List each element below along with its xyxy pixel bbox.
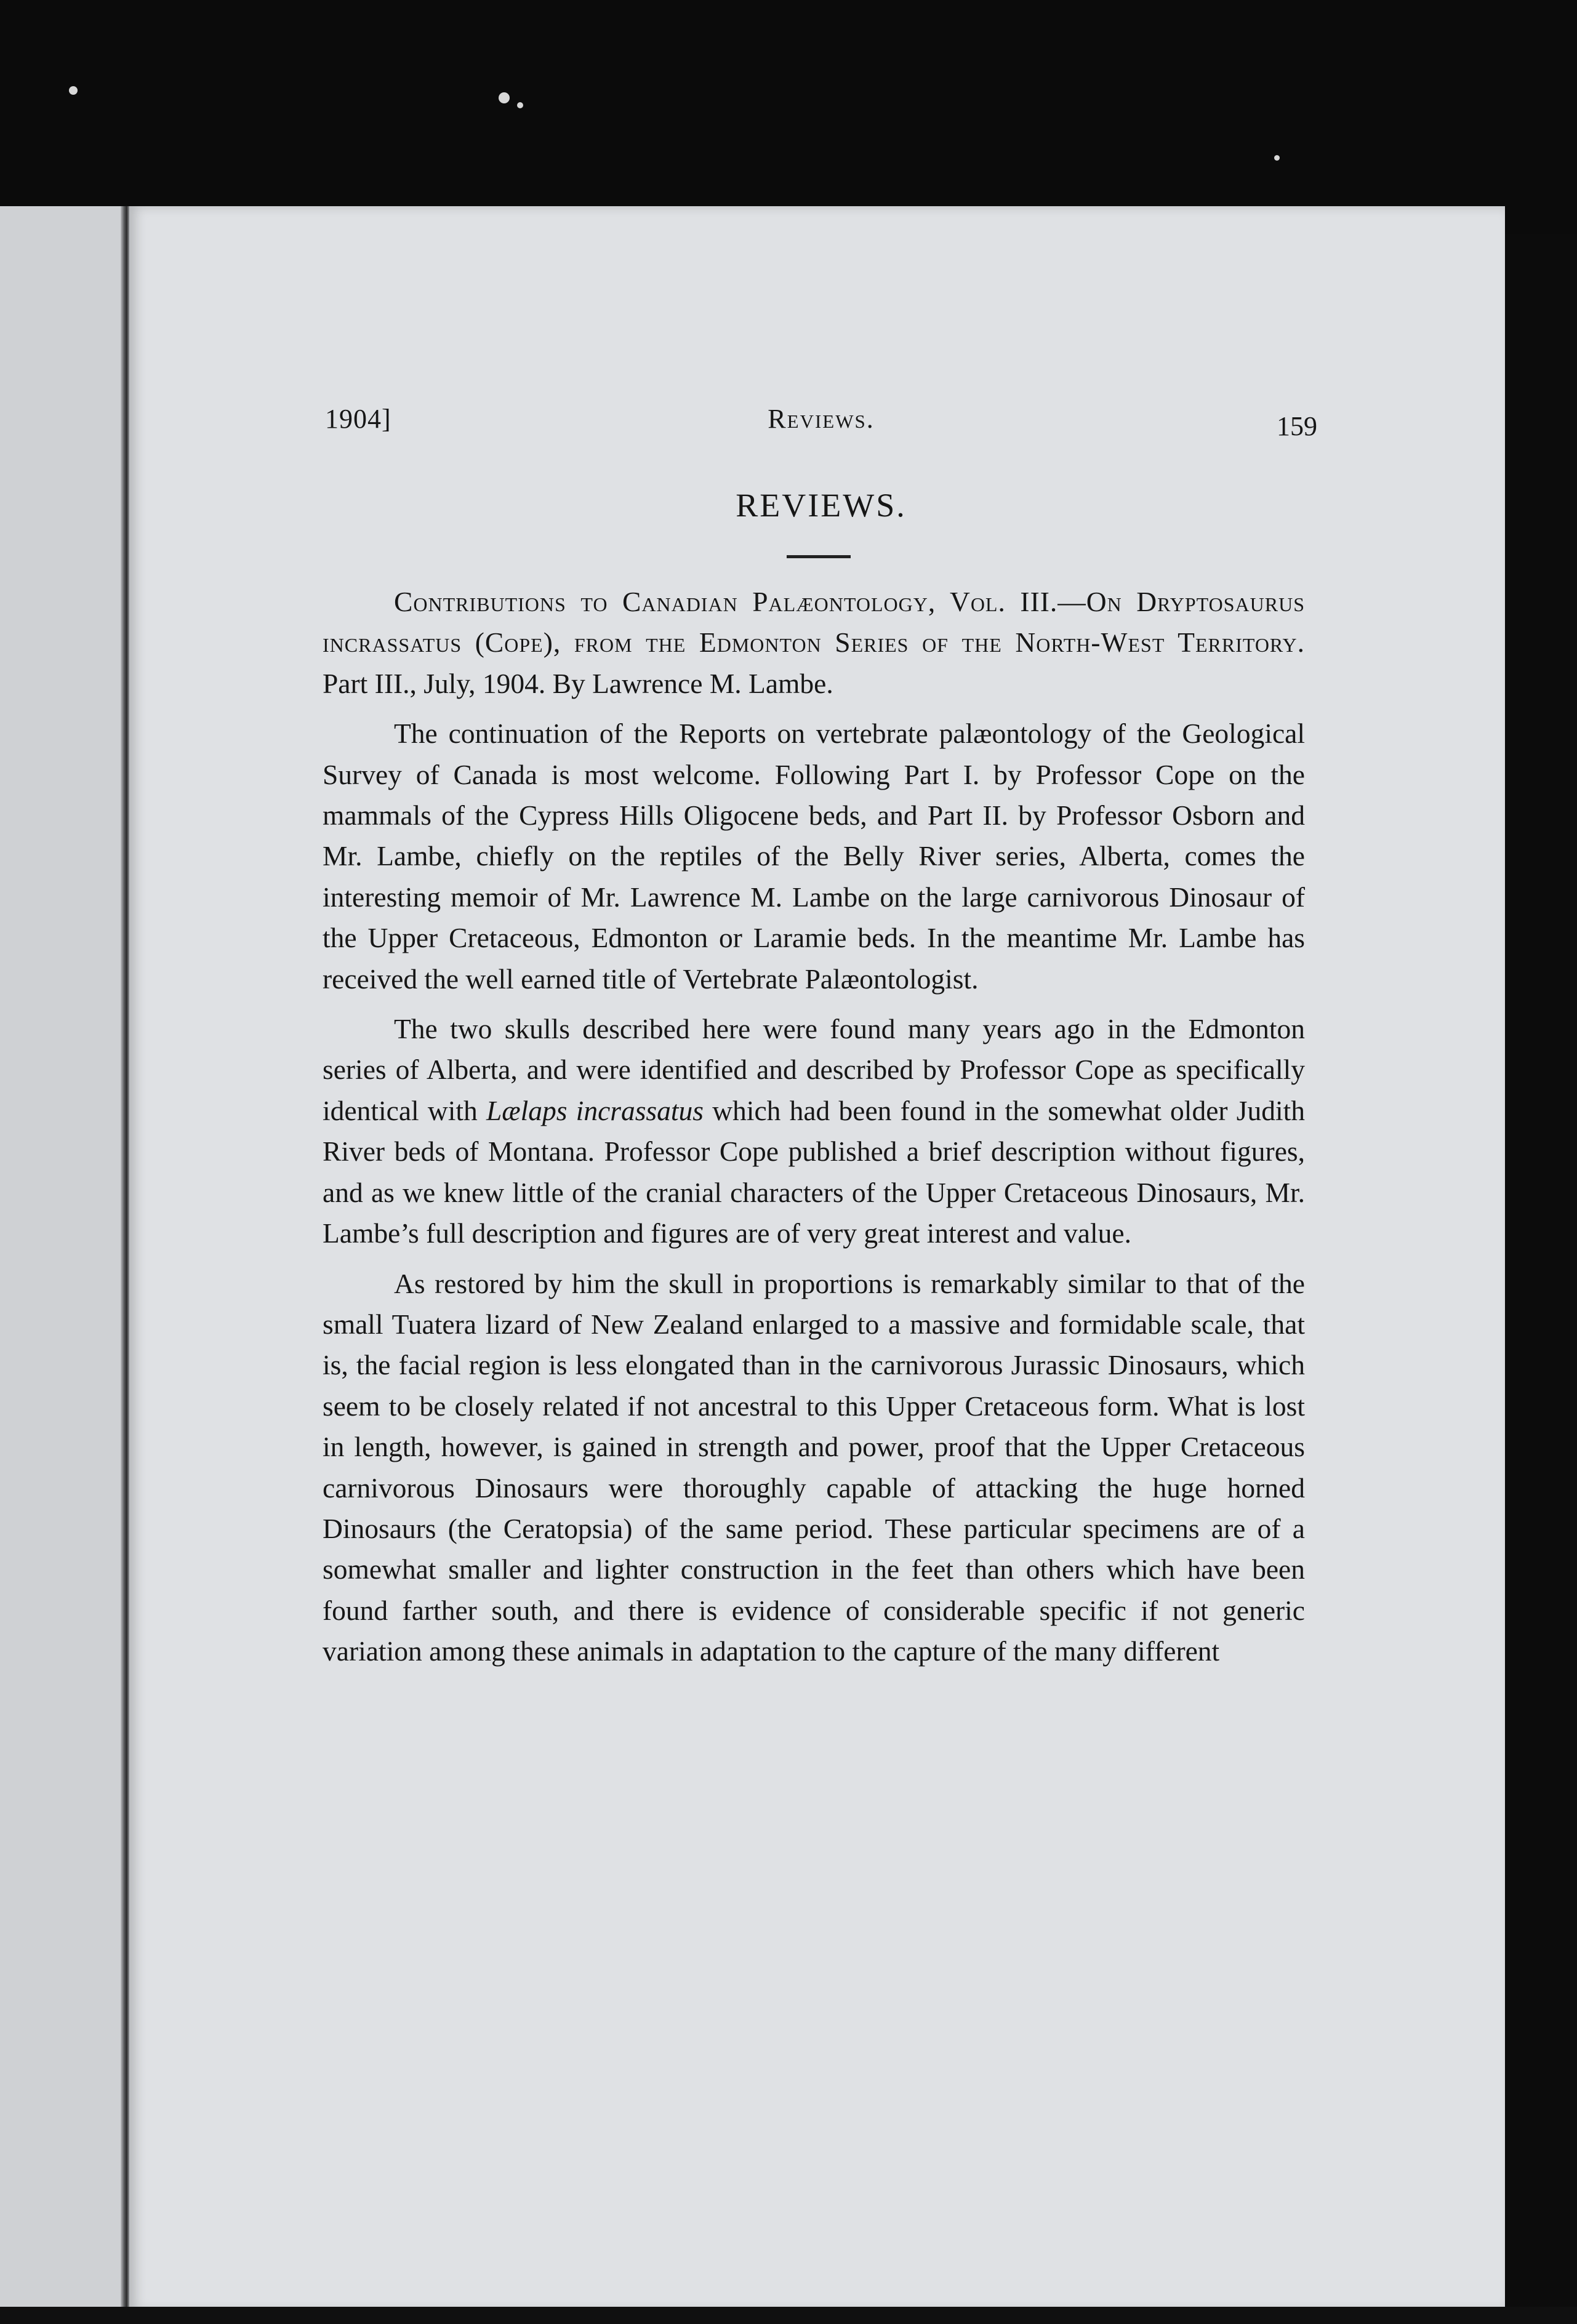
paragraph-two [323,1009,1305,1254]
citation-title: Contributions to Canadian Palæontology, Vol. III.—On Dryptosaurus incrassatus (Cope), from the Edmonton Series of the North-West Territory. [323,586,1305,659]
review-citation [323,582,1305,704]
dust-speck [1274,155,1280,161]
dark-border-bottom [0,2307,1577,2324]
paragraph-two-text: The two skulls described here were found many years ago in the Edmonton series of Alberta, and were identified and described by Professor Cope as specifically identical with [323,1013,1305,1126]
dust-speck [517,102,523,108]
heading-rule [787,555,851,558]
taxon-name: Lælaps incrassatus [486,1094,704,1126]
citation-details: Part III., July, 1904. By Lawrence M. Lambe. [323,667,833,699]
paragraph-three: As restored by him the skull in proportions is remarkably similar to that of the small Tuatera lizard of New Zealand enlarged to a massive and formidable scale, that is, the facial region is less elongated than in the carnivorous Jurassic Dinosaurs, which seem to be closely related if not ancestral to this Upper Cretaceous form. What is lost in length, however, is gained in strength and power, proof that the Upper Cretaceous carnivorous Dinosaurs were thoroughly capable of attacking the huge horned Dinosaurs (the Ceratopsia) of the same period. These particular specimens are of a somewhat smaller and lighter construction in the feet than others which have been found farther south, and there is evidence of considerable specific if not generic variation among these animals in adaptation to the capture of the many different [323,1267,1305,1667]
dust-speck [69,86,78,95]
running-head-year: 1904] [325,404,391,434]
section-heading: REVIEWS. [736,487,907,524]
paragraph-two-text-cont: which had been found in the somewhat older Judith River beds of Montana. Professor Cope published a brief description without figures, and as we knew little of the cranial characters of the Upper Cretaceous Dinosaurs, Mr. Lambe’s full description and figures are of very great interest and value. [323,1094,1305,1249]
dust-speck [499,92,510,103]
facing-page-edge [0,206,130,2311]
running-head [325,403,1317,452]
running-head-section: Reviews. [768,404,875,434]
article-body [323,582,1305,1681]
page-number: 159 [1277,411,1317,441]
dark-border [1505,234,1577,2324]
book-gutter [121,206,129,2311]
paragraph-one: The continuation of the Reports on vertebrate palæontology of the Geological Survey of Canada is most welcome. Following Part I. by Professor Cope on the mammals of the Cypress Hills Oligocene beds, and Part II. by Professor Osborn and Mr. Lambe, chiefly on the reptiles of the Belly River series, Alberta, comes the interesting memoir of Mr. Lawrence M. Lambe on the large carnivorous Dinosaur of the Upper Cretaceous, Edmonton or Laramie beds. In the meantime Mr. Lambe has received the well earned title of Vertebrate Palæontologist. [323,718,1305,995]
